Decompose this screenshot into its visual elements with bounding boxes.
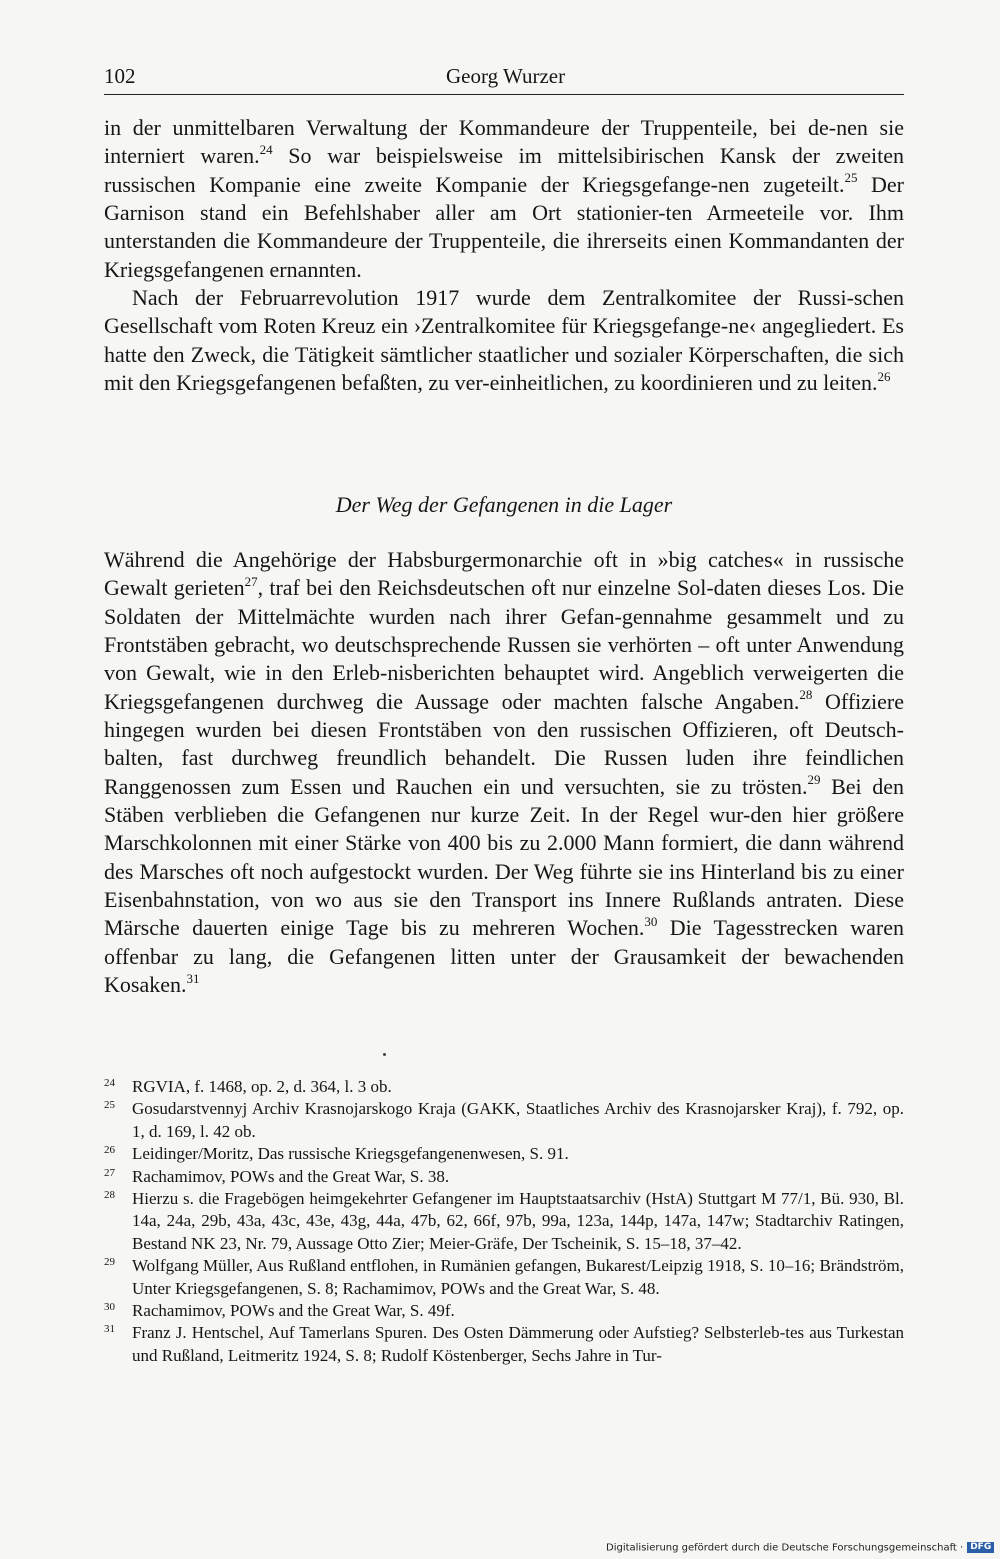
paragraph-1 bbox=[104, 114, 904, 284]
footnote-24 bbox=[104, 1076, 904, 1098]
footnote-text: Wolfgang Müller, Aus Rußland entflohen, in Rumänien gefangen, Bukarest/Leipzig 1918, S. 10–16; Brändström, Unter Kriegsgefangenen, S. 8; Rachamimov, POWs and the Great War, S. 48. bbox=[132, 1256, 904, 1298]
paragraph-3-text-d: Bei den Stäben verblieben die Gefangenen nur kurze Zeit. In der Regel wur-den hier größere Marschkolonnen mit einer Stärke von 400 bis zu 2.000 Mann formiert, die dann während des Marsches oft noch aufgestockt wurden. Der Weg führte sie ins Hinterland bis zu einer Eisenbahnstation, von wo aus sie den Transport ins Innere Rußlands antraten. Diese Märsche dauerten einige Tage bis zu mehreren Wochen. bbox=[104, 773, 904, 941]
footnote-number: 30 bbox=[104, 1301, 115, 1314]
footnote-30 bbox=[104, 1300, 904, 1322]
footnote-26 bbox=[104, 1143, 904, 1165]
footnote-25 bbox=[104, 1098, 904, 1143]
paragraph-2-text: Nach der Februarrevolution 1917 wurde dem Zentralkomitee der Russi-schen Gesellschaft vom Roten Kreuz ein ›Zentralkomitee für Kriegsgefange-ne‹ angegliedert. Es hatte den Zweck, die Tätigkeit sämtlicher staatlicher und sozialer Körperschaften, die sich mit den Kriegsgefangenen befaßten, zu ver-einheitlichen, zu koordinieren und zu leiten. bbox=[104, 285, 904, 396]
credit-text: Digitalisierung gefördert durch die Deutsche Forschungsgemeinschaft · bbox=[606, 1542, 964, 1554]
header-rule bbox=[104, 94, 904, 95]
footnote-ref-25: 25 bbox=[844, 170, 858, 186]
footnote-29 bbox=[104, 1255, 904, 1300]
footnote-text: Gosudarstvennyj Archiv Krasnojarskogo Kraja (GAKK, Staatliches Archiv des Krasnojarsker Kraj), f. 792, op. 1, d. 169, l. 42 ob. bbox=[132, 1099, 904, 1141]
paragraph-3-text-c: Offiziere hingegen wurden bei diesen Frontstäben von den russischen Offizieren, oft Deutsch-balten, fast durchweg freundlich behandelt. Die Russen luden ihre feindlichen Ranggenossen zum Essen und Rauchen ein und versuchten, sie zu trösten. bbox=[104, 688, 904, 799]
paragraph-2 bbox=[104, 284, 904, 397]
footnote-number: 31 bbox=[104, 1323, 115, 1336]
footnote-number: 26 bbox=[104, 1144, 115, 1157]
page-number: 102 bbox=[104, 64, 136, 88]
footnote-ref-28: 28 bbox=[799, 687, 813, 703]
footnote-number: 28 bbox=[104, 1189, 115, 1202]
footnote-number: 25 bbox=[104, 1099, 115, 1112]
footnote-text: Rachamimov, POWs and the Great War, S. 49f. bbox=[132, 1301, 455, 1321]
running-head bbox=[104, 62, 904, 92]
footnote-ref-31: 31 bbox=[186, 970, 200, 986]
running-head-author: Georg Wurzer bbox=[446, 64, 566, 88]
footnote-text: Franz J. Hentschel, Auf Tamerlans Spuren. Des Osten Dämmerung oder Aufstieg? Selbsterleb-tes aus Turkestan und Rußland, Leitmeritz 1924, S. 8; Rudolf Köstenberger, Sechs Jahre in Tur- bbox=[132, 1323, 904, 1365]
footnote-text: Leidinger/Moritz, Das russische Kriegsgefangenenwesen, S. 91. bbox=[132, 1144, 569, 1164]
paragraph-3 bbox=[104, 546, 904, 1000]
dfg-logo-icon: DFG bbox=[967, 1542, 994, 1553]
paragraph-3-text-e: Die Tagesstrecken waren offenbar zu lang, die Gefangenen litten unter der Grausamkeit der bewachenden Kosaken. bbox=[104, 915, 904, 998]
body-text-block-2 bbox=[104, 546, 904, 1000]
paragraph-1-text-a: in der unmittelbaren Verwaltung der Kommandeure der Truppenteile, bei de-nen sie interniert waren. bbox=[104, 115, 904, 169]
body-text-block-1 bbox=[104, 114, 904, 397]
stray-dot bbox=[383, 1053, 386, 1056]
footnote-27 bbox=[104, 1166, 904, 1188]
footnote-ref-26: 26 bbox=[877, 368, 891, 384]
footnote-number: 29 bbox=[104, 1256, 115, 1269]
footnote-ref-27: 27 bbox=[244, 574, 258, 590]
footnote-number: 24 bbox=[104, 1077, 115, 1089]
footnote-number: 27 bbox=[104, 1166, 115, 1179]
paragraph-3-text-b: , traf bei den Reichsdeutschen oft nur einzelne Sol-daten dieses Los. Die Soldaten der Mittelmächte wurden nach ihrer Gefan-gennahme gesammelt und zu Frontstäben gebracht, wo deutschsprechende Russen sie verhörten – oft unter Anwendung von Gewalt, wie in den Erleb-nisberichten behauptet wird. Angeblich verweigerten die Kriegsgefangenen durchweg die Aussage oder machten falsche Angaben. bbox=[104, 575, 904, 714]
footnote-ref-24: 24 bbox=[259, 142, 273, 158]
footnote-ref-30: 30 bbox=[644, 914, 658, 930]
footnote-ref-29: 29 bbox=[807, 772, 821, 788]
paragraph-1-text-c: Der Garnison stand ein Befehlshaber aller am Ort stationier-ten Armeeteile vor. Ihm unterstanden die Kommandeure der Truppenteile, die ihrerseits einen Kommandanten der Kriegsgefangenen ernannten. bbox=[104, 171, 904, 282]
section-heading: Der Weg der Gefangenen in die Lager bbox=[335, 492, 673, 517]
footnote-text: Hierzu s. die Fragebögen heimgekehrter Gefangener im Hauptstaatsarchiv (HstA) Stuttgart M 77/1, Bü. 930, Bl. 14a, 24a, 29b, 43a, 43c, 43e, 43g, 44a, 47b, 62, 66f, 97b, 99a, 123a, 144p, 147a, 147w; Stadtarchiv Ratingen, Bestand NK 23, Nr. 79, Aussage Otto Zier; Meier-Gräfe, Der Tscheinik, S. 15–18, 37–42. bbox=[132, 1189, 904, 1253]
paragraph-3-text-a: Während die Angehörige der Habsburgermonarchie oft in »big catches« in russische Gewalt gerieten bbox=[104, 547, 904, 601]
footnote-text: Rachamimov, POWs and the Great War, S. 38. bbox=[132, 1166, 450, 1186]
footnote-31 bbox=[104, 1322, 904, 1367]
digitization-credit bbox=[606, 1542, 994, 1555]
footnote-text: RGVIA, f. 1468, op. 2, d. 364, l. 3 ob. bbox=[132, 1077, 392, 1096]
footnote-28 bbox=[104, 1188, 904, 1255]
paragraph-1-text-b: So war beispielsweise im mittelsibirischen Kansk der zweiten russischen Kompanie eine zweite Kompanie der Kriegsgefange-nen zugeteilt. bbox=[104, 143, 905, 197]
footnotes bbox=[104, 1076, 904, 1367]
